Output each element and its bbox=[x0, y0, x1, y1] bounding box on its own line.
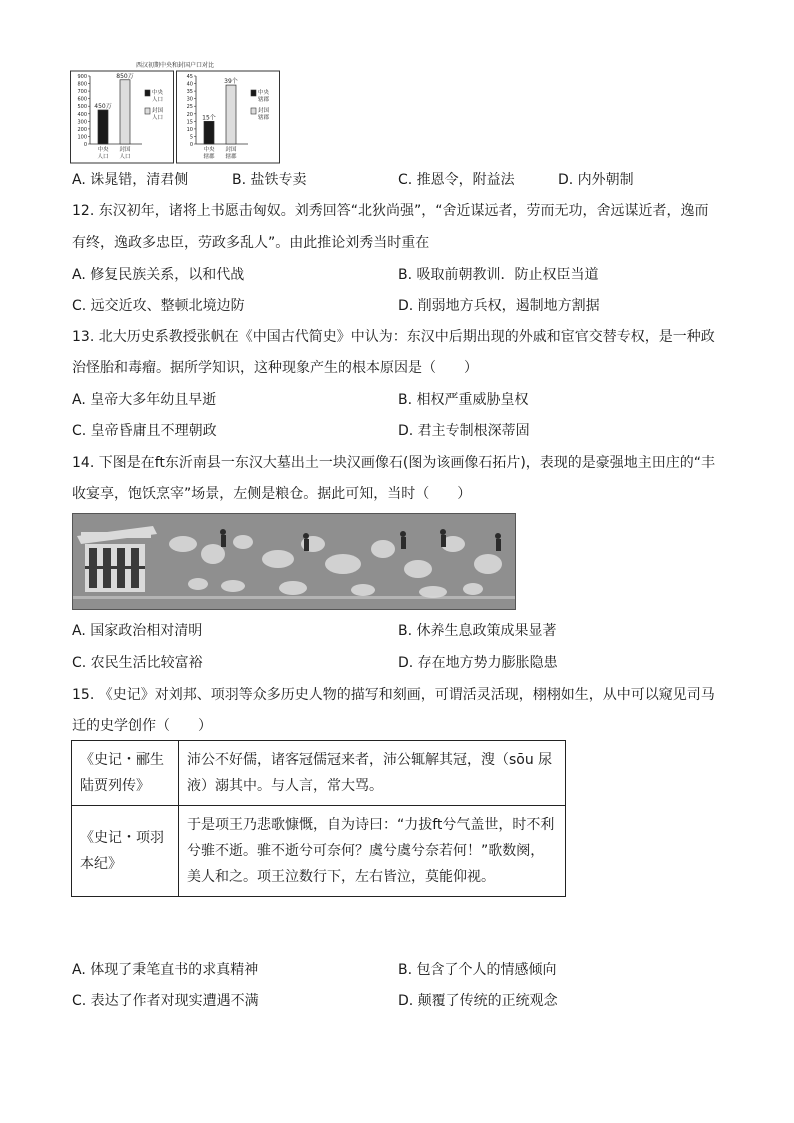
y-tick-label: 0 bbox=[83, 142, 87, 148]
data-label: 15个 bbox=[202, 114, 216, 122]
legend-label: 中央 bbox=[258, 90, 270, 96]
q12-option-a: A. 修复民族关系，以和代战 bbox=[72, 267, 245, 283]
q14-option-a: A. 国家政治相对清明 bbox=[72, 623, 203, 639]
relief-illustration bbox=[73, 514, 515, 609]
y-tick-label: 300 bbox=[77, 119, 87, 126]
x-tick-label: 封国 bbox=[225, 147, 237, 153]
legend-label: 辖郡 bbox=[258, 115, 270, 121]
y-tick-label: 20 bbox=[186, 111, 193, 118]
q11-option-d: D. 内外朝制 bbox=[558, 172, 634, 188]
y-tick-label: 30 bbox=[186, 96, 193, 103]
q15-stem-line2: 迁的史学创作（ ） bbox=[72, 718, 212, 734]
y-tick-label: 800 bbox=[77, 81, 87, 88]
q12-stem-line2: 有终，逸政多忠臣，劳政多乱人”。由此推论刘秀当时重在 bbox=[72, 235, 430, 251]
q14-option-b: B. 休养生息政策成果显著 bbox=[398, 623, 557, 639]
y-tick-label: 200 bbox=[77, 126, 87, 133]
x-tick-label: 封国 bbox=[119, 147, 131, 153]
legend-swatch bbox=[145, 108, 150, 114]
q15-stem-line1: 15. 《史记》对刘邦、项羽等众多历史人物的描写和刻画，可谓活灵活现，栩栩如生，从中可以窥见司马 bbox=[72, 687, 715, 703]
q15-option-b: B. 包含了个人的情感倾向 bbox=[398, 962, 557, 978]
y-tick-label: 15 bbox=[186, 119, 193, 126]
q12-option-b: B. 吸取前朝教训．防止权臣当道 bbox=[398, 267, 599, 283]
q11-option-c: C. 推恩令，附益法 bbox=[398, 172, 515, 188]
table-row bbox=[72, 741, 566, 806]
source-cell: 《史记・郦生陆贾列传》 bbox=[72, 741, 179, 806]
chart-title: 西汉初期中央和封国户口对比 bbox=[135, 62, 215, 69]
bar bbox=[226, 85, 236, 144]
y-tick-label: 900 bbox=[77, 74, 87, 80]
x-tick-label: 中央 bbox=[203, 147, 215, 153]
y-tick-label: 100 bbox=[77, 134, 87, 141]
y-tick-label: 40 bbox=[186, 81, 193, 88]
legend-swatch bbox=[145, 90, 150, 96]
bar bbox=[98, 110, 108, 144]
y-tick-label: 700 bbox=[77, 89, 87, 96]
data-label: 39个 bbox=[224, 78, 238, 86]
y-tick-label: 600 bbox=[77, 96, 87, 103]
q13-stem-line1: 13. 北大历史系教授张帆在《中国古代简史》中认为：东汉中后期出现的外戚和宦官交替专权，是一种政 bbox=[72, 329, 715, 345]
q12-stem-line1: 12. 东汉初年，诸将上书愿击匈奴。刘秀回答“北狄尚强”，“舍近谋远者，劳而无功，舍远谋近者，逸而 bbox=[72, 203, 709, 219]
q13-option-b: B. 相权严重威胁皇权 bbox=[398, 392, 529, 408]
legend-label: 封国 bbox=[258, 108, 270, 114]
legend-label: 人口 bbox=[152, 115, 164, 121]
y-tick-label: 500 bbox=[77, 104, 87, 111]
q15-option-d: D. 颠覆了传统的正统观念 bbox=[398, 993, 558, 1009]
legend-swatch bbox=[251, 90, 256, 96]
q12-option-d: D. 削弱地方兵权，遏制地方割据 bbox=[398, 298, 600, 314]
bar bbox=[120, 80, 130, 144]
q12-option-c: C. 远交近攻、整顿北境边防 bbox=[72, 298, 245, 314]
x-tick-label: 人口 bbox=[97, 154, 109, 160]
y-tick-label: 400 bbox=[77, 111, 87, 118]
x-tick-label: 中央 bbox=[97, 147, 109, 153]
q14-stem-line2: 收宴享，饱饫烹宰”场景，左侧是粮仓。据此可知，当时（ ） bbox=[72, 486, 472, 502]
q13-option-a: A. 皇帝大多年幼且早逝 bbox=[72, 392, 217, 408]
q15-option-a: A. 体现了秉笔直书的求真精神 bbox=[72, 962, 259, 978]
bar bbox=[204, 121, 214, 144]
legend-label: 中央 bbox=[152, 90, 164, 96]
source-table bbox=[71, 740, 566, 897]
x-tick-label: 辖郡 bbox=[203, 154, 215, 160]
legend-label: 封国 bbox=[152, 108, 164, 114]
x-tick-label: 人口 bbox=[119, 154, 131, 160]
y-tick-label: 35 bbox=[186, 89, 193, 96]
data-label: 850万 bbox=[116, 72, 134, 80]
legend-label: 辖郡 bbox=[258, 97, 270, 103]
source-cell: 《史记・项羽本纪》 bbox=[72, 806, 179, 897]
quote-cell: 沛公不好儒，诸客冠儒冠来者，沛公辄解其冠，溲（sōu 尿液）溺其中。与人言，常大骂。 bbox=[179, 741, 566, 806]
q11-option-b: B. 盐铁专卖 bbox=[232, 172, 307, 188]
legend-label: 人口 bbox=[152, 97, 164, 103]
y-tick-label: 45 bbox=[186, 74, 193, 80]
y-tick-label: 25 bbox=[186, 104, 193, 111]
bar-charts bbox=[70, 60, 280, 164]
y-tick-label: 10 bbox=[186, 126, 193, 133]
quote-cell: 于是项王乃悲歌慷慨，自为诗曰：“力拔ft兮气盖世，时不利兮骓不逝。骓不逝兮可奈何？虞兮虞兮奈若何！”歌数阕，美人和之。项王泣数行下，左右皆泣，莫能仰视。 bbox=[179, 806, 566, 897]
stone-relief-rubbing-image bbox=[72, 513, 516, 610]
legend-swatch bbox=[251, 108, 256, 114]
data-label: 450万 bbox=[94, 103, 112, 110]
population-charts bbox=[70, 60, 280, 164]
q14-stem-line1: 14. 下图是在ft东沂南县一东汉大墓出土一块汉画像石(图为该画像石拓片)，表现的是豪强地主田庄的“丰 bbox=[72, 455, 716, 471]
table-row bbox=[72, 806, 566, 897]
q15-option-c: C. 表达了作者对现实遭遇不满 bbox=[72, 993, 259, 1009]
q14-option-c: C. 农民生活比较富裕 bbox=[72, 655, 203, 671]
q14-option-d: D. 存在地方势力膨胀隐患 bbox=[398, 655, 558, 671]
x-tick-label: 辖郡 bbox=[225, 154, 237, 160]
q13-option-c: C. 皇帝昏庸且不理朝政 bbox=[72, 423, 217, 439]
y-tick-label: 5 bbox=[189, 134, 193, 141]
q13-option-d: D. 君主专制根深蒂固 bbox=[398, 423, 530, 439]
q11-option-a: A. 诛晁错，清君侧 bbox=[72, 172, 189, 188]
q13-stem-line2: 治怪胎和毒瘤。据所学知识，这种现象产生的根本原因是（ ） bbox=[72, 360, 478, 376]
y-tick-label: 0 bbox=[189, 142, 193, 148]
